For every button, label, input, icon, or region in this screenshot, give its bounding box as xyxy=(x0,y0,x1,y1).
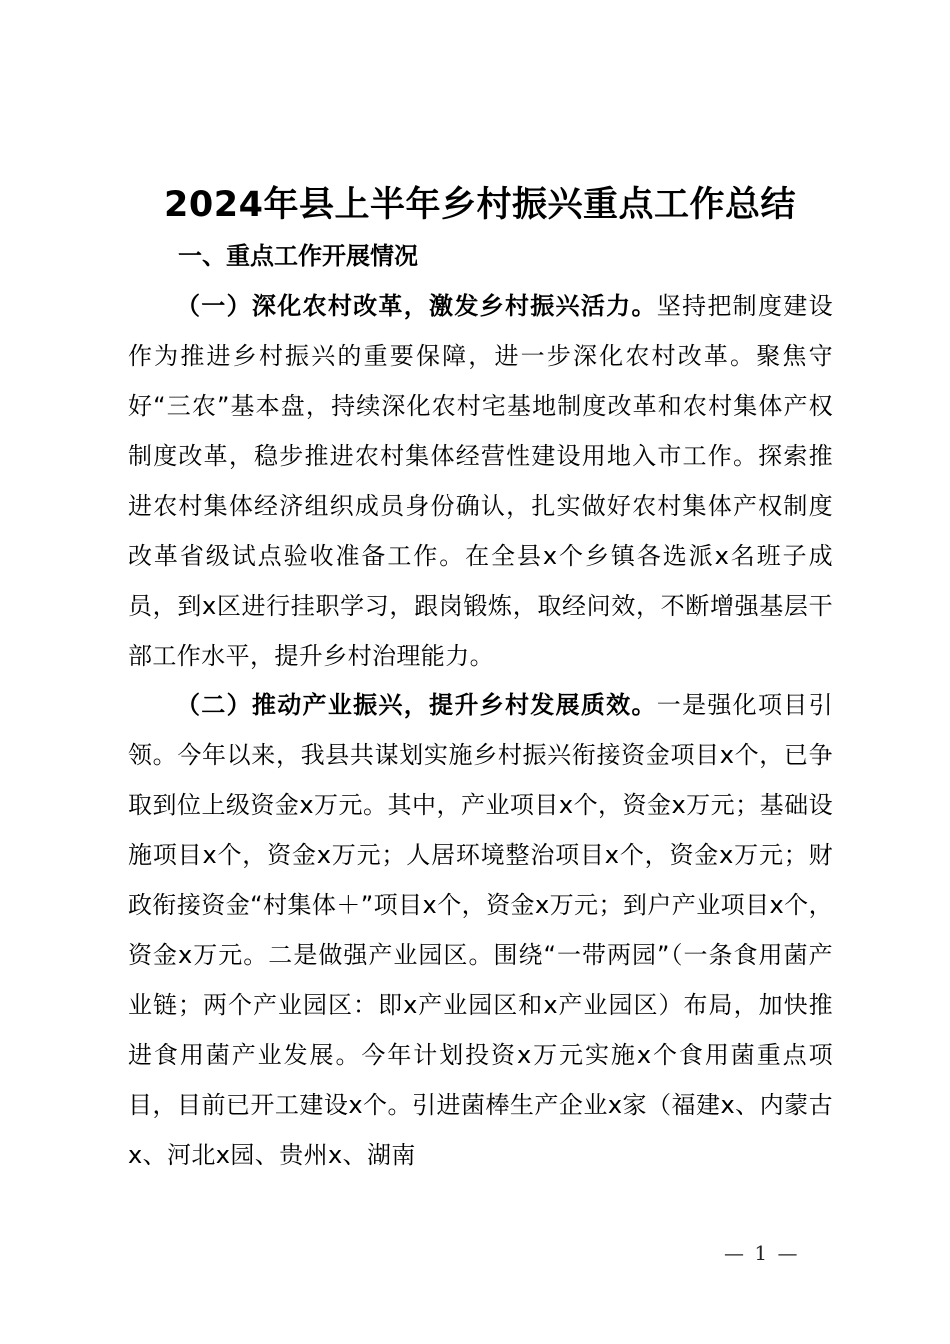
paragraph-2-lead: （二）推动产业振兴，提升乡村发展质效。 xyxy=(176,691,657,719)
paragraph-2 xyxy=(128,680,833,1180)
paragraph-1-lead: （一）深化农村改革，激发乡村振兴活力。 xyxy=(176,292,657,320)
paragraph-2-body: 一是强化项目引领。今年以来，我县共谋划实施乡村振兴衔接资金项目x个，已争取到位上级资金x万元。其中，产业项目x个，资金x万元；基础设施项目x个，资金x万元；人居环境整治项目x个，资金x万元；财政衔接资金“村集体＋”项目x个，资金x万元；到户产业项目x个，资金x万元。二是做强产业园区。围绕“一带两园”（一条食用菌产业链；两个产业园区：即x产业园区和x产业园区）布局，加快推进食用菌产业发展。今年计划投资x万元实施x个食用菌重点项目，目前已开工建设x个。引进菌棒生产企业x家（福建x、内蒙古x、河北x园、贵州x、湖南 xyxy=(128,691,833,1169)
paragraph-1 xyxy=(128,281,833,681)
page-number: — 1 — xyxy=(724,1241,800,1265)
section-heading: 一、重点工作开展情况 xyxy=(178,242,418,270)
document-title: 2024年县上半年乡村振兴重点工作总结 xyxy=(164,185,796,225)
paragraph-1-body: 坚持把制度建设作为推进乡村振兴的重要保障，进一步深化农村改革。聚焦守好“三农”基本盘，持续深化农村宅基地制度改革和农村集体产权制度改革，稳步推进农村集体经营性建设用地入市工作。探索推进农村集体经济组织成员身份确认，扎实做好农村集体产权制度改革省级试点验收准备工作。在全县x个乡镇各选派x名班子成员，到x区进行挂职学习，跟岗锻炼，取经问效，不断增强基层干部工作水平，提升乡村治理能力。 xyxy=(128,292,833,670)
